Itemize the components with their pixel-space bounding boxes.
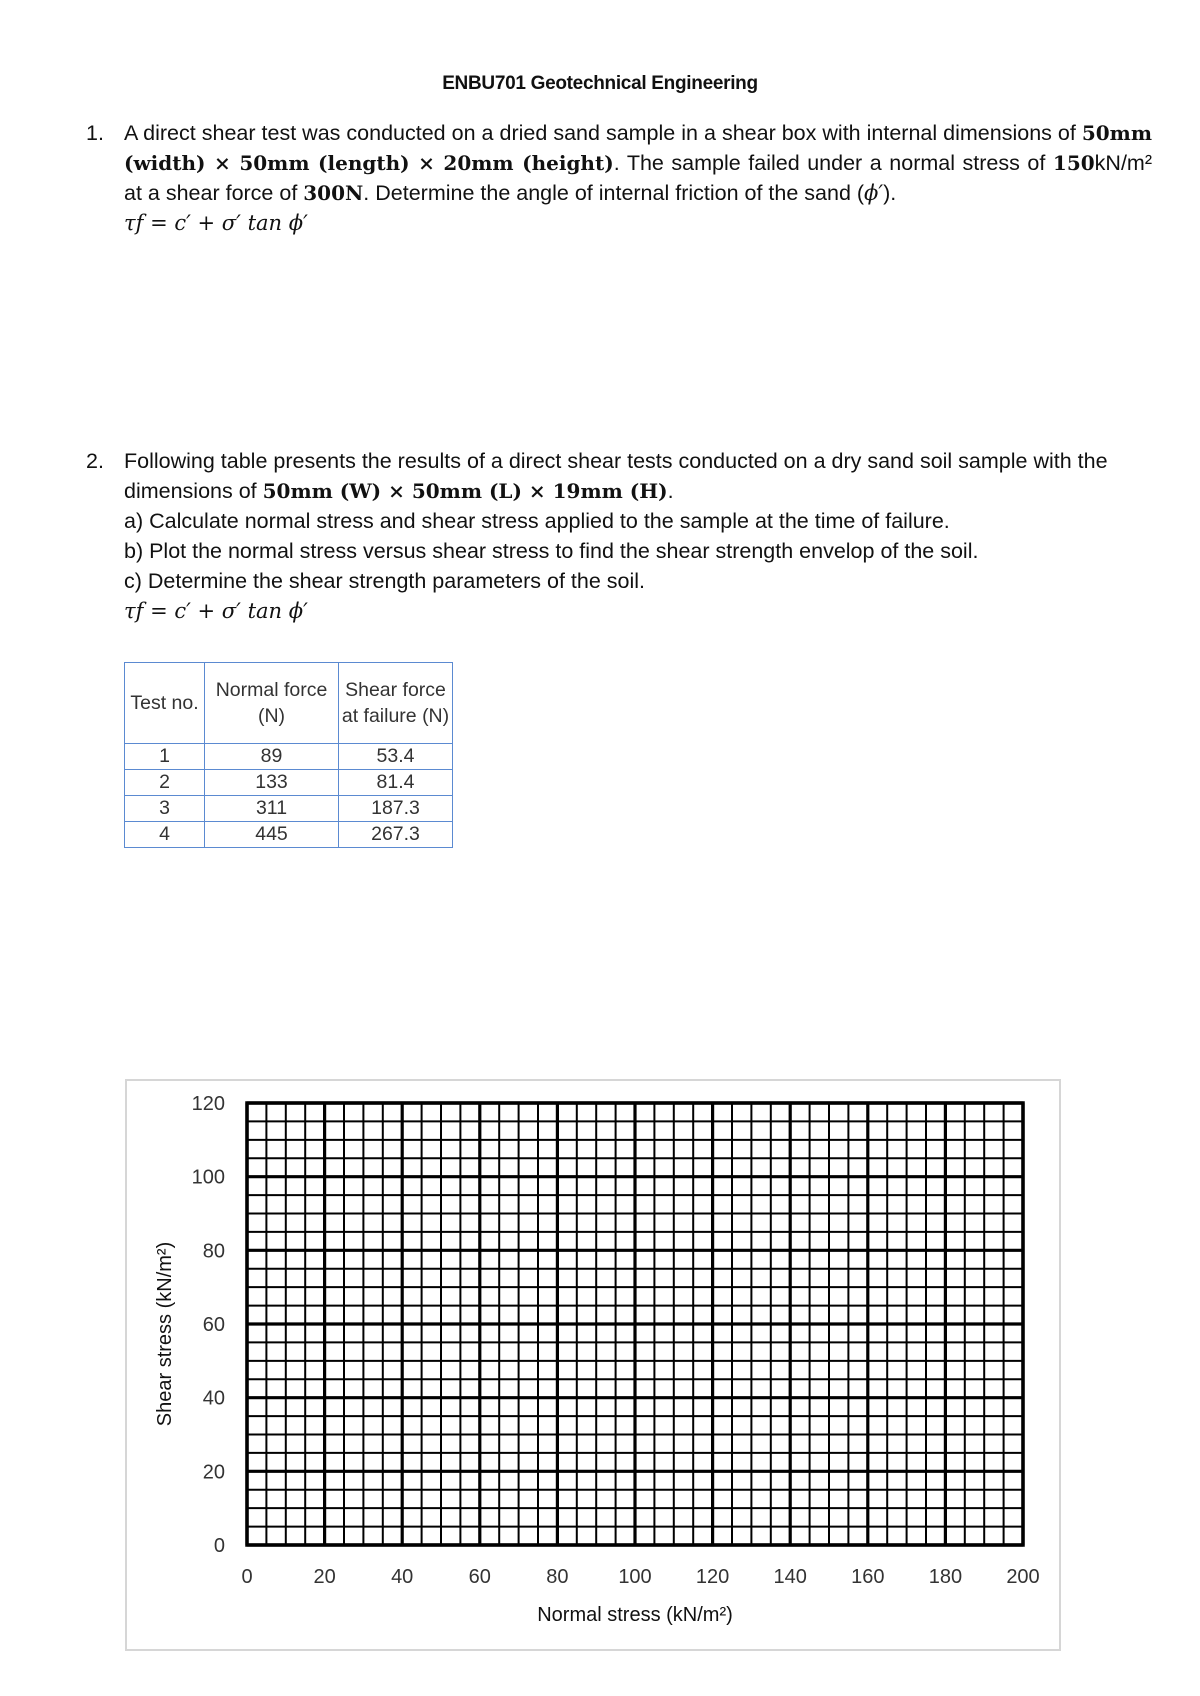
question-1-text: A direct shear test was conducted on a dried sand sample in a shear box with internal dimensions of 50mm (width) × 50mm (length) × 20mm (height). The sample failed under a normal stress of 150kN/m² at a shear force of 300N. Determine the angle of internal friction of the sand (ϕ′).	[124, 121, 1152, 205]
cell-shear-force: 81.4	[339, 770, 453, 796]
x-tick-label: 0	[241, 1566, 253, 1588]
cell-test-no: 2	[125, 770, 205, 796]
page-title: ENBU701 Geotechnical Engineering	[442, 73, 758, 94]
x-tick-label: 40	[391, 1566, 414, 1588]
question-2-part-b: b) Plot the normal stress versus shear stress to find the shear strength envelop of the soil.	[124, 539, 979, 563]
header-normal-force: Normal force (N)	[205, 663, 339, 744]
y-tick-label: 40	[202, 1387, 225, 1410]
y-axis-label: Shear stress (kN/m²)	[154, 1241, 176, 1427]
y-tick-label: 20	[202, 1461, 225, 1484]
question-2-text: Following table presents the results of a direct shear tests conducted on a dry sand soil sample with the dimensions of 50mm (W) × 50mm (L) × 19mm (H).	[124, 449, 1108, 503]
results-table	[124, 662, 453, 848]
question-number: 2.	[86, 449, 104, 473]
y-tick-label: 0	[213, 1535, 225, 1557]
x-tick-label: 180	[928, 1566, 963, 1588]
table-row	[125, 822, 453, 848]
x-tick-label: 120	[695, 1566, 730, 1588]
table-row	[125, 744, 453, 770]
x-tick-label: 80	[546, 1566, 569, 1588]
question-2-part-a: a) Calculate normal stress and shear stress applied to the sample at the time of failure.	[124, 509, 950, 533]
question-1-formula: τf = c′ + σ′ tan ϕ′	[124, 211, 308, 235]
cell-normal-force: 89	[205, 744, 339, 770]
x-tick-label: 100	[618, 1566, 652, 1588]
cell-test-no: 4	[125, 822, 205, 848]
cell-normal-force: 311	[205, 796, 339, 822]
cell-shear-force: 267.3	[339, 822, 453, 848]
y-tick-label: 120	[191, 1093, 225, 1115]
header-test-no: Test no.	[125, 663, 205, 744]
cell-shear-force: 187.3	[339, 796, 453, 822]
cell-test-no: 3	[125, 796, 205, 822]
x-axis-label: Normal stress (kN/m²)	[537, 1604, 733, 1626]
question-2	[86, 446, 1152, 626]
y-tick-label: 60	[202, 1314, 225, 1336]
question-number: 1.	[86, 121, 104, 145]
x-tick-label: 140	[773, 1566, 807, 1588]
y-tick-label: 80	[202, 1240, 225, 1263]
question-1	[86, 118, 1152, 238]
x-tick-label: 60	[468, 1566, 491, 1588]
x-tick-label: 200	[1006, 1566, 1040, 1588]
y-tick-label: 100	[191, 1166, 225, 1189]
cell-shear-force: 53.4	[339, 744, 453, 770]
cell-normal-force: 445	[205, 822, 339, 848]
question-2-formula: τf = c′ + σ′ tan ϕ′	[124, 599, 308, 623]
cell-test-no: 1	[125, 744, 205, 770]
table-row	[125, 770, 453, 796]
x-tick-label: 160	[851, 1566, 885, 1588]
table-row	[125, 796, 453, 822]
header-shear-force: Shear force at failure (N)	[339, 663, 453, 744]
shear-envelope-chart	[127, 1081, 1059, 1649]
chart-frame	[125, 1079, 1061, 1651]
table-header-row	[125, 663, 453, 744]
question-2-part-c: c) Determine the shear strength parameters of the soil.	[124, 569, 646, 593]
x-tick-label: 20	[313, 1566, 336, 1588]
cell-normal-force: 133	[205, 770, 339, 796]
